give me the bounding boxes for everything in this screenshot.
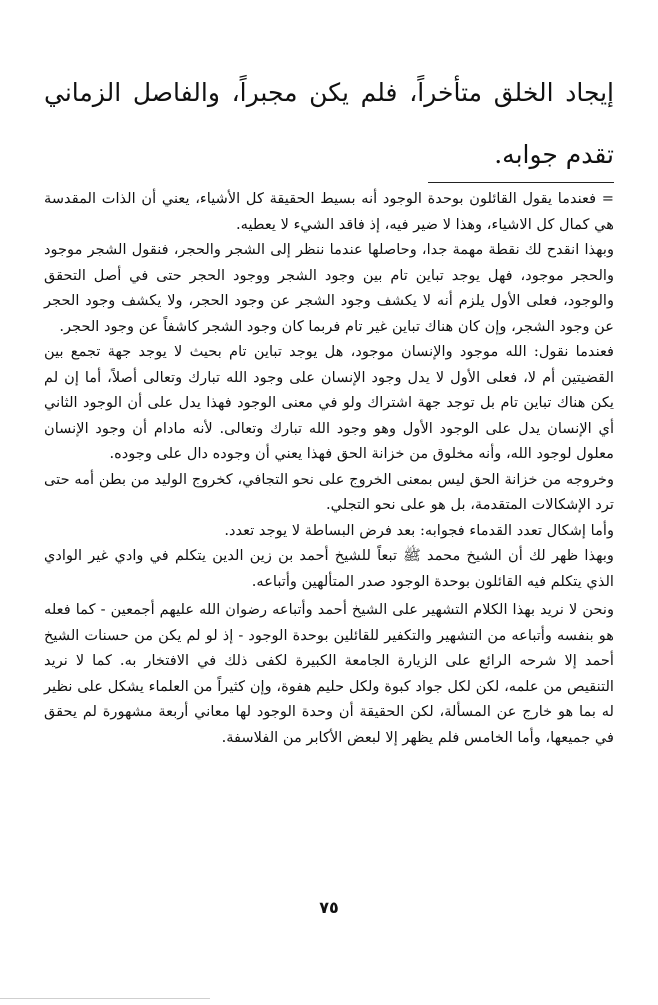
bottom-edge-rule — [0, 998, 210, 999]
footnote-separator — [428, 182, 614, 183]
page-number: ٧٥ — [319, 898, 339, 917]
footnote-paragraph: وبهذا انقدح لك نقطة مهمة جدا، وحاصلها عندما ننظر إلى الشجر والحجر، فنقول الشجر موجود والحجر موجود، فهل يوجد تباين تام بين وجود الشجر ووجود الحجر حتى في أصل التحقق والوجود، فعلى الأول يلزم أنه لا يكشف وجود الشجر عن وجود الحجر، ولا يكشف وجود الحجر عن وجود الشجر، وإن كان هناك تباين غير تام فربما كان وجود الشجر كاشفاً عن وجود الحجر. — [44, 241, 614, 335]
footnote-paragraph: وبهذا ظهر لك أن الشيخ محمد ﷺ تبعاً للشيخ أحمد بن زين الدين يتكلم في وادي غير الوادي الذي يتكلم فيه القائلون بوحدة الوجود صدر المتألهين وأتباعه. — [44, 547, 614, 590]
footnote-paragraph: = فعندما يقول القائلون بوحدة الوجود أنه بسيط الحقيقة كل الأشياء، يعني أن الذات المقدسة هي كمال كل الاشياء، وهذا لا ضير فيه، إذ فاقد الشيء لا يعطيه. — [44, 190, 614, 233]
footnote-paragraph: وخروجه من خزانة الحق ليس بمعنى الخروج على نحو التجافي، كخروج الوليد من بطن أمه حتى ترد الإشكالات المتقدمة، بل هو على نحو التجلي. — [44, 470, 614, 513]
footnote-paragraph: فعندما نقول: الله موجود والإنسان موجود، هل يوجد تباين تام بحيث لا يوجد جهة تجمع بين القضيتين أم لا، فعلى الأول لا يدل وجود الإنسان على وجود الله تبارك وتعالى أصلاً، أما إن لم يكن هناك تباين تام بل توجد جهة اشتراك ولو في معنى الوجود فهذا يدل على أن الوجود الثاني أي الإنسان يدل على الوجود الأول وهو وجود الله تبارك وتعالى. لأنه مادام أن وجود الإنسان معلول لوجود الله، وأنه مخلوق من خزانة الحق فهذا يعني أن وجوده دال على وجوده. — [44, 343, 614, 462]
main-paragraph: إيجاد الخلق متأخراً، فلم يكن مجبراً، والفاصل الزماني تقدم جوابه. — [44, 78, 614, 169]
footnotes — [44, 186, 614, 750]
footnote-paragraph: وأما إشكال تعدد القدماء فجوابه: بعد فرض البساطة لا يوجد تعدد. — [224, 521, 614, 539]
footnote-paragraph: ونحن لا نريد بهذا الكلام التشهير على الشيخ أحمد وأتباعه رضوان الله عليهم أجمعين - كما فعله هو بنفسه وأتباعه من التشهير والتكفير للقائلين بوحدة الوجود - إذ لو لم يكن من حسنات الشيخ أحمد إلا شرحه الرائع على الزيارة الجامعة الكبيرة لكفى ذلك في الافتخار به. كما لا نريد التنقيص من علمه، لكن لكل جواد كبوة ولكل حليم هفوة، وإن كثيراً من العلماء يشكل على نظير له بما هو خارج عن المسألة، لكن الحقيقة أن وحدة الوجود لها معاني أربعة مشهورة لم يحقق في جميعها، وأما الخامس فلم يظهر إلا لبعض الأكابر من الفلاسفة. — [44, 601, 614, 746]
